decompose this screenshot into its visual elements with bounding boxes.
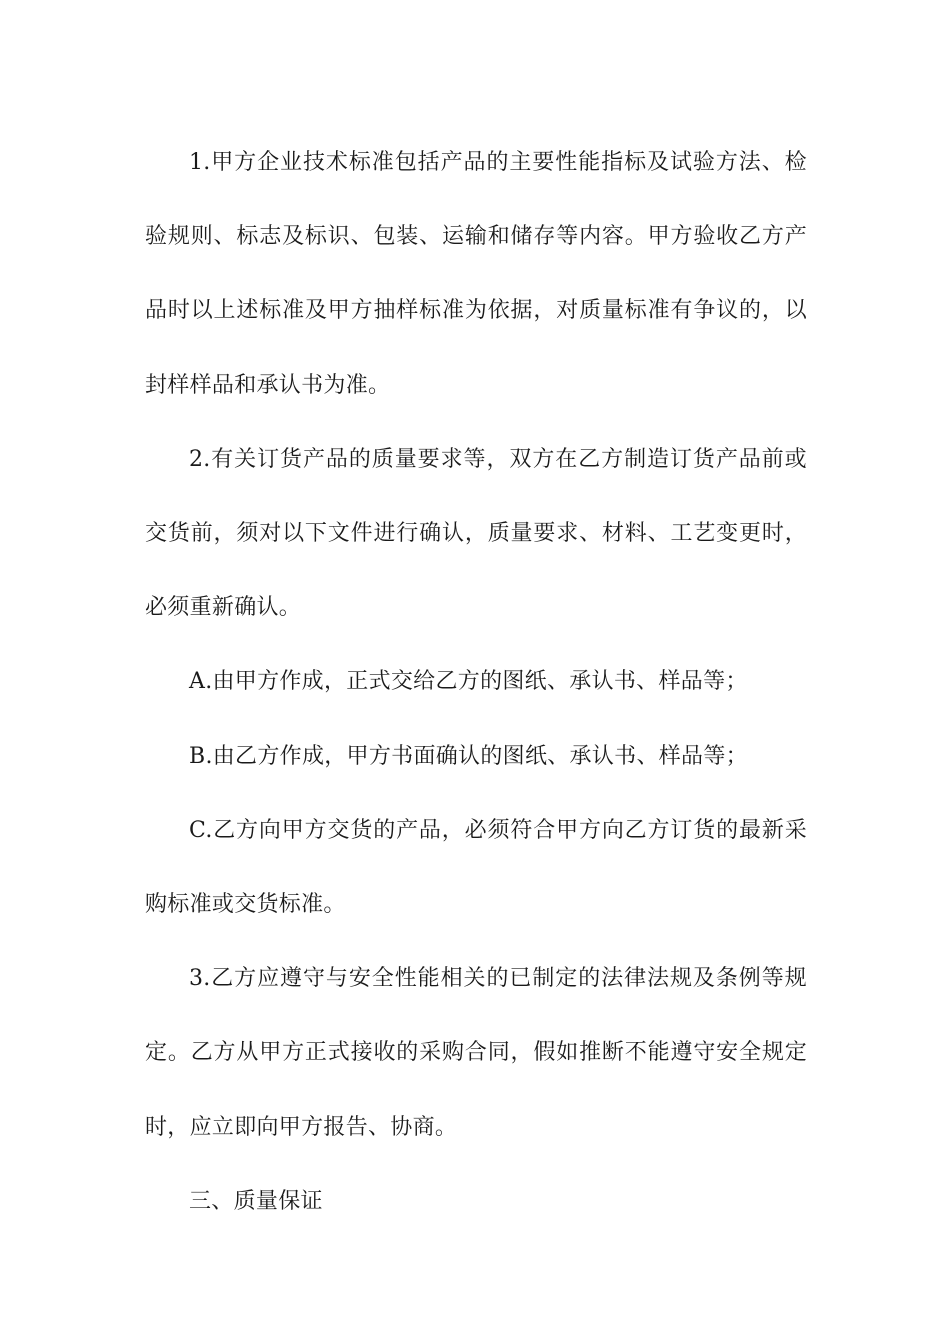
section-heading-quality-assurance: 三、质量保证 [189, 1188, 323, 1214]
paragraph-item-c: C.乙方向甲方交货的产品，必须符合甲方向乙方订货的最新采购标准或交货标准。 [145, 817, 807, 918]
document-body [145, 126, 807, 1239]
paragraph-safety-regulations: 3.乙方应遵守与安全性能相关的已制定的法律法规及条例等规定。乙方从甲方正式接收的采购合同，假如推断不能遵守安全规定时，应立即向甲方报告、协商。 [145, 966, 807, 1140]
paragraph-technical-standards: 1.甲方企业技术标准包括产品的主要性能指标及试验方法、检验规则、标志及标识、包装、运输和储存等内容。甲方验收乙方产品时以上述标准及甲方抽样标准为依据，对质量标准有争议的，以封样样品和承认书为准。 [145, 150, 807, 398]
paragraph-quality-requirements: 2.有关订货产品的质量要求等，双方在乙方制造订货产品前或交货前，须对以下文件进行确认，质量要求、材料、工艺变更时，必须重新确认。 [145, 446, 807, 621]
paragraph-item-b: B.由乙方作成，甲方书面确认的图纸、承认书、样品等； [189, 743, 748, 769]
paragraph-item-a: A.由甲方作成，正式交给乙方的图纸、承认书、样品等； [189, 669, 748, 695]
